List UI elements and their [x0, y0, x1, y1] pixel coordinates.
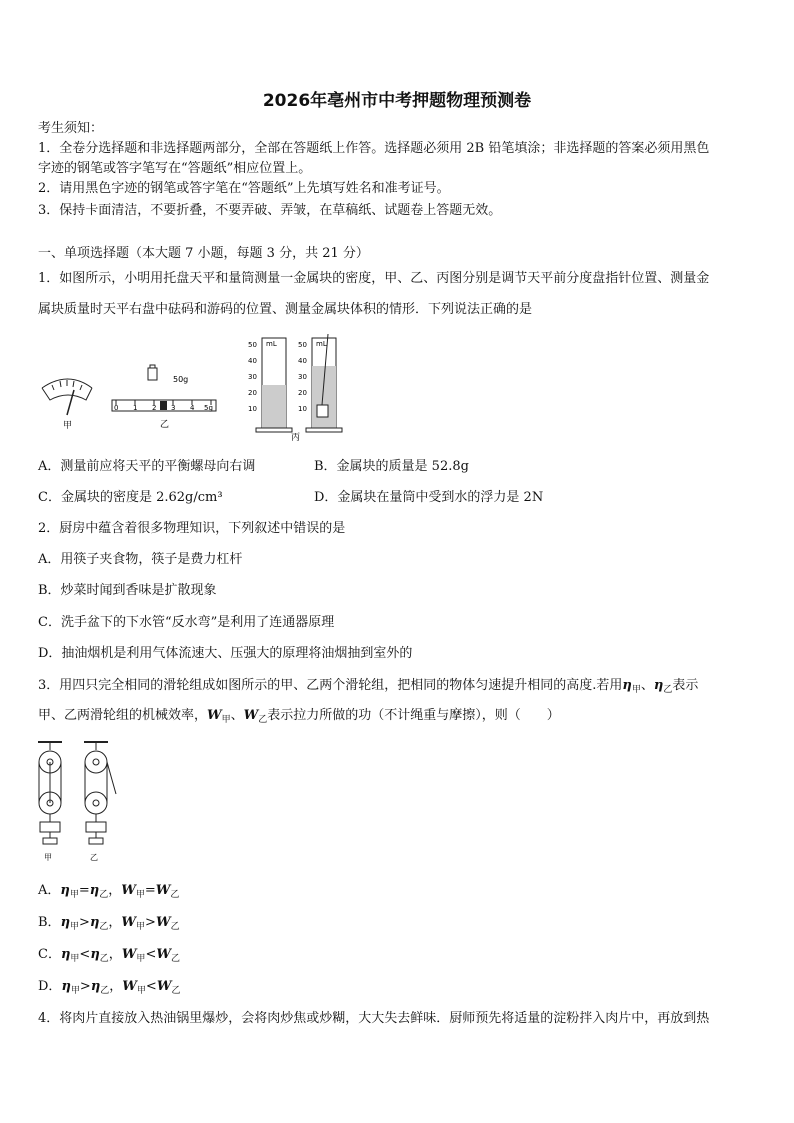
cylinder-1-unit: mL: [266, 340, 277, 348]
notice-item-1-line-2: 字迹的钢笔或答字笔写在“答题纸”相应位置上。: [38, 161, 312, 176]
figure-label-bing: 丙: [291, 433, 301, 443]
graduated-cylinders-diagram: [248, 334, 342, 443]
q3-option-b: B．$\eta_甲>\eta_乙$，$W_甲>W_乙$: [38, 915, 180, 932]
scale-tick-0: 0: [114, 404, 119, 412]
q1-option-d: D．金属块在量筒中受到水的浮力是 2N: [314, 490, 544, 505]
cylinder-2-mark-10: 10: [298, 405, 307, 413]
cylinder-1-mark-30: 30: [248, 373, 257, 381]
scale-tick-4: 4: [190, 404, 195, 412]
q3-stem-line-1: 3．用四只完全相同的滑轮组成如图所示的甲、乙两个滑轮组，把相同的物体匀速提升相同的高度.若用$\eta_甲$、$\eta_乙$表示: [38, 678, 699, 695]
cylinder-2-mark-30: 30: [298, 373, 307, 381]
q3-option-c: C．$\eta_甲<\eta_乙$，$W_甲<W_乙$: [38, 947, 180, 964]
weight-and-scale-diagram: [112, 365, 216, 430]
figure-label-yi: 乙: [160, 420, 170, 430]
q3-stem-line-2: 甲、乙两滑轮组的机械效率，$W_甲$、$W_乙$表示拉力所做的功（不计绳重与摩擦），则（ ）: [38, 708, 560, 725]
q1-option-a: A．测量前应将天平的平衡螺母向右调: [38, 459, 256, 474]
cylinder-1-mark-50: 50: [248, 341, 257, 349]
cylinder-1-mark-10: 10: [248, 405, 257, 413]
cylinder-1-mark-20: 20: [248, 389, 257, 397]
section-heading: 一、单项选择题（本大题 7 小题，每题 3 分，共 21 分）: [38, 246, 369, 261]
cylinder-1-mark-40: 40: [248, 357, 257, 365]
pulley-system-jia: [38, 742, 62, 862]
pulley-label-jia: 甲: [44, 853, 52, 862]
q1-option-c: C．金属块的密度是 2.62g/cm³: [38, 490, 223, 505]
balance-dial-diagram: [42, 379, 92, 431]
q2-stem: 2．厨房中蕴含着很多物理知识，下列叙述中错误的是: [38, 521, 346, 536]
q2-option-a: A．用筷子夹食物，筷子是费力杠杆: [38, 552, 243, 567]
q1-figure: [30, 330, 350, 445]
cylinder-2-unit: mL: [316, 340, 327, 348]
scale-tick-5: 5g: [204, 404, 213, 412]
q3-pulley-figure: [32, 738, 132, 868]
q3-stem-text: 3．用四只完全相同的滑轮组成如图所示的甲、乙两个滑轮组，把相同的物体匀速提升相同的高度.若用: [38, 678, 623, 693]
page-title: 2026年亳州市中考押题物理预测卷: [262, 91, 532, 111]
notice-heading: 考生须知：: [38, 121, 104, 136]
q1-stem-line-1: 1．如图所示，小明用托盘天平和量筒测量一金属块的密度，甲、乙、丙图分别是调节天平前分度盘指针位置、测量金: [38, 271, 710, 286]
weight-label: 50g: [173, 375, 189, 384]
cylinder-2-mark-20: 20: [298, 389, 307, 397]
scale-tick-3: 3: [171, 404, 176, 412]
notice-item-3: 3．保持卡面清洁，不要折叠，不要弄破、弄皱，在草稿纸、试题卷上答题无效。: [38, 203, 502, 218]
q1-option-b: B．金属块的质量是 52.8g: [314, 459, 469, 474]
notice-item-1-line-1: 1．全卷分选择题和非选择题两部分，全部在答题纸上作答。选择题必须用 2B 铅笔填涂；非选择题的答案必须用黑色: [38, 141, 710, 156]
q3-option-a: A．$\eta_甲=\eta_乙$，$W_甲=W_乙$: [38, 883, 180, 900]
q2-option-b: B．炒菜时闻到香味是扩散现象: [38, 583, 217, 598]
q2-option-c: C．洗手盆下的下水管“反水弯”是利用了连通器原理: [38, 615, 335, 630]
notice-item-2: 2．请用黑色字迹的钢笔或答字笔在“答题纸”上先填写姓名和准考证号。: [38, 181, 450, 196]
pulley-system-yi: [84, 742, 116, 862]
scale-tick-2: 2: [152, 404, 157, 412]
q1-stem-line-2: 属块质量时天平右盘中砝码和游码的位置、测量金属块体积的情形．下列说法正确的是: [38, 302, 533, 317]
figure-label-jia: 甲: [63, 421, 73, 431]
scale-tick-1: 1: [133, 404, 138, 412]
q2-option-d: D．抽油烟机是利用气体流速大、压强大的原理将油烟抽到室外的: [38, 646, 413, 661]
cylinder-2-mark-40: 40: [298, 357, 307, 365]
q3-option-d: D．$\eta_甲>\eta_乙$，$W_甲<W_乙$: [38, 979, 181, 996]
pulley-label-yi: 乙: [90, 853, 98, 862]
q4-stem-line-1: 4．将肉片直接放入热油锅里爆炒，会将肉炒焦或炒糊，大大失去鲜味．厨师预先将适量的淀粉拌入肉片中，再放到热: [38, 1011, 710, 1026]
cylinder-2-mark-50: 50: [298, 341, 307, 349]
